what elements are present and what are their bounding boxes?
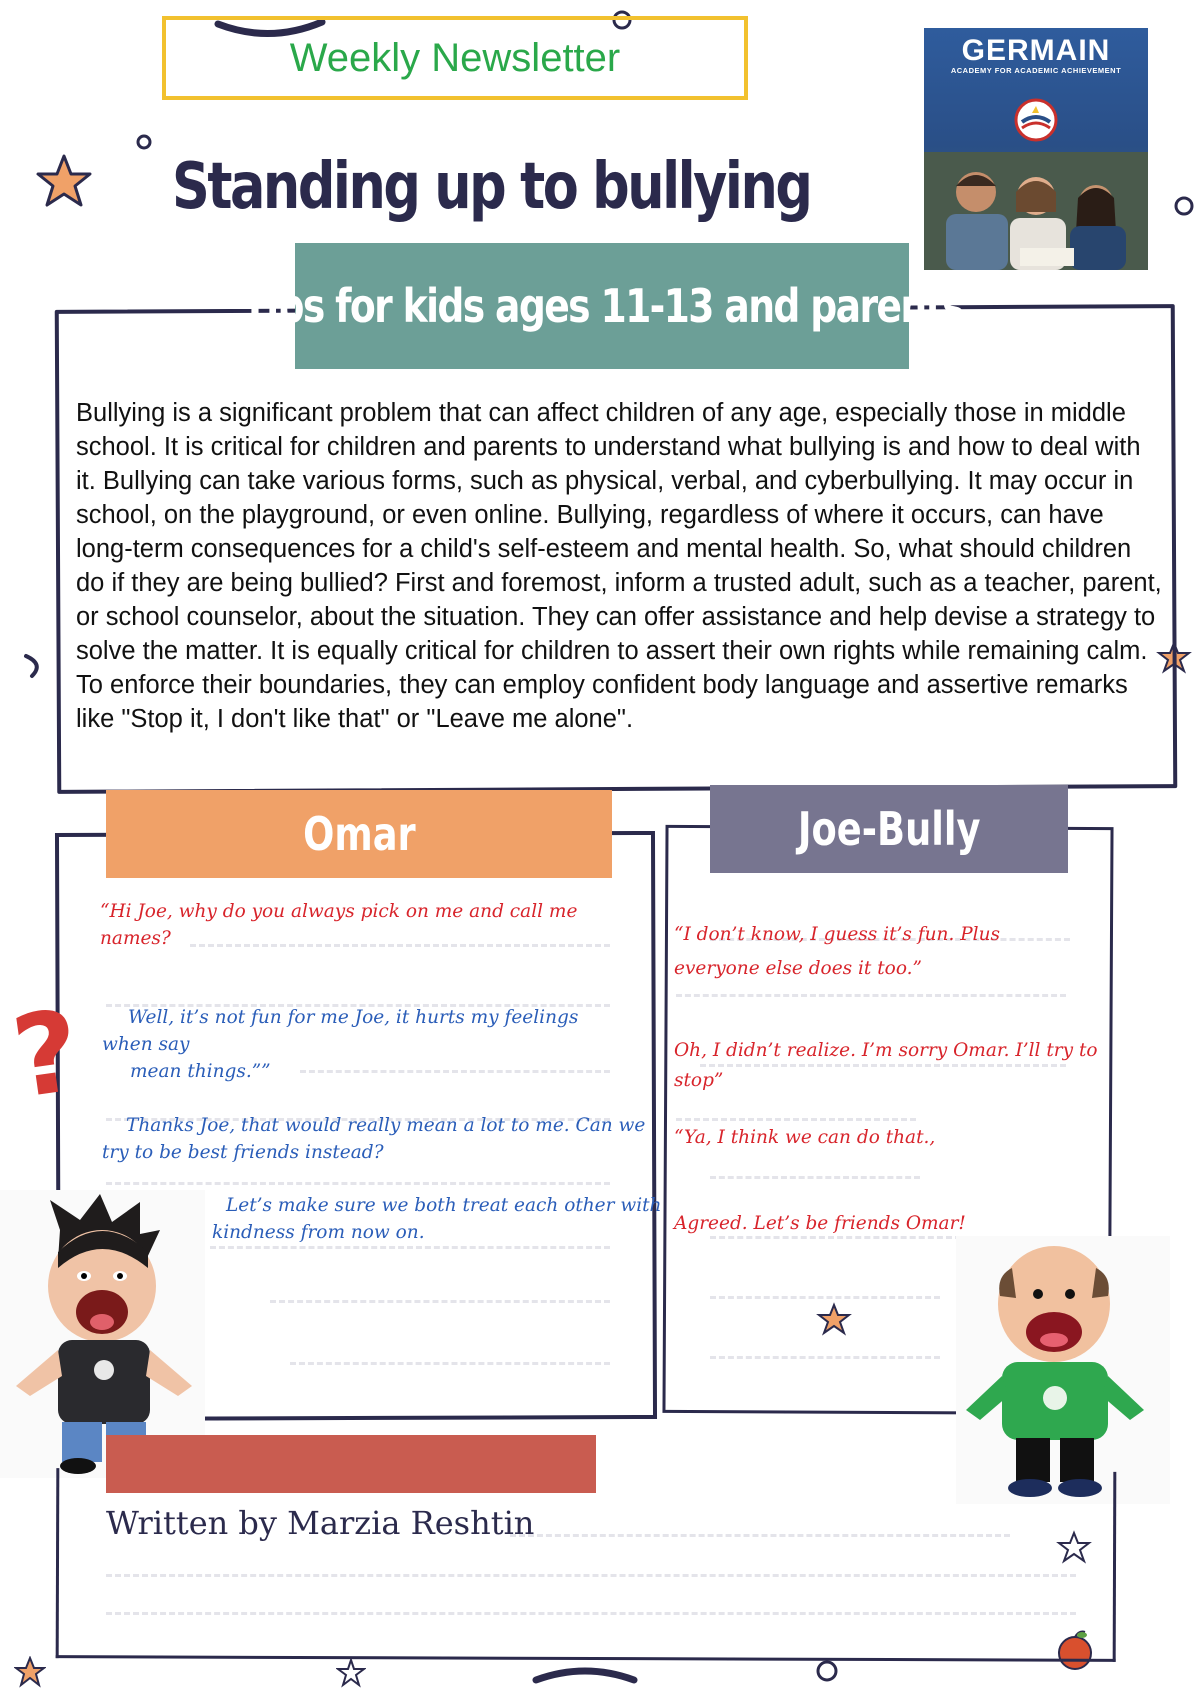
page-title: Standing up to bullying (172, 150, 811, 224)
joe-heading (710, 785, 1068, 873)
footer-accent-bar (106, 1435, 596, 1493)
joe-line-3: “Ya, I think we can do that., (674, 1127, 936, 1148)
school-logo (924, 28, 1148, 270)
note-line (106, 1612, 1076, 1615)
joe-line-1: “I don’t know, I guess it’s fun. Plus everyone else does it too.” (674, 924, 1000, 979)
decorative-ring (134, 132, 154, 152)
note-line (710, 1296, 940, 1299)
question-mark-icon: ? (5, 986, 88, 1124)
omar-name: Omar (302, 807, 416, 861)
students-photo (924, 152, 1148, 270)
note-line (210, 1246, 610, 1249)
note-line (676, 1118, 916, 1121)
note-line (510, 1534, 1010, 1537)
star-icon (14, 1656, 46, 1688)
note-line (290, 1362, 610, 1365)
intro-paragraph: Bullying is a significant problem that can affect children of any age, especially those in middle school. It is critical for children and parents to understand what bullying is and how to deal with it. Bullying can take various forms, such as physical, verbal, and cyberbullying. It may occur in school, on the playground, or even online. Bullying, regardless of where it occurs, can have long-term consequences for a child's self-esteem and mental health. So, what should children do if they are being bullied? First and foremost, inform a trusted adult, such as a teacher, parent, or school counselor, about the situation. They can offer assistance and help devise a strategy to solve the matter. It is equally critical for children to assert their own rights while remaining calm. To enforce their boundaries, they can employ confident body language and assertive remarks like "Stop it, I don't like that" or "Leave me alone". (76, 399, 1162, 733)
note-line (106, 1182, 610, 1185)
crest-icon (1014, 98, 1058, 142)
omar-line-5: Let’s make sure we both treat each other with kindness from now on. (212, 1195, 662, 1243)
note-line (710, 1176, 920, 1179)
footer-frame (56, 1468, 1117, 1662)
joe-line-2: Oh, I didn’t realize. I’m sorry Omar. I’ll try to stop” (674, 1040, 1098, 1091)
joe-line-4: Agreed. Let’s be friends Omar! (674, 1213, 966, 1234)
newsletter-label: Weekly Newsletter (162, 16, 748, 100)
logo-tagline: ACADEMY FOR ACADEMIC ACHIEVEMENT (950, 66, 1122, 75)
note-line (676, 994, 1066, 997)
note-line (106, 1574, 1076, 1577)
puppet-illustration (956, 1236, 1170, 1504)
logo-name: GERMAIN (961, 34, 1111, 67)
omar-line-2: Well, it’s not fun for me Joe, it hurts my feelings when say (102, 1007, 579, 1055)
joe-puppet-image (956, 1236, 1170, 1504)
joe-name: Joe-Bully (797, 802, 981, 856)
note-line (710, 1356, 940, 1359)
omar-line-3: mean things.”” (130, 1061, 271, 1082)
decorative-ring (1172, 194, 1196, 218)
omar-heading (106, 790, 612, 878)
star-icon (34, 152, 94, 212)
decorative-crescent (20, 650, 50, 680)
author-credit: Written by Marzia Reshtin (106, 1504, 535, 1542)
star-outline-icon (336, 1658, 366, 1688)
decorative-swoosh-bottom (530, 1660, 640, 1698)
note-line (270, 1300, 610, 1303)
omar-line-1: “Hi Joe, why do you always pick on me and call me names? (100, 901, 578, 949)
subtitle: Tips for kids ages 11-13 and parents (241, 279, 963, 333)
omar-line-4: Thanks Joe, that would really mean a lot to me. Can we try to be best friends instead? (102, 1115, 646, 1163)
decorative-ring (814, 1658, 840, 1684)
subtitle-banner (241, 243, 963, 369)
